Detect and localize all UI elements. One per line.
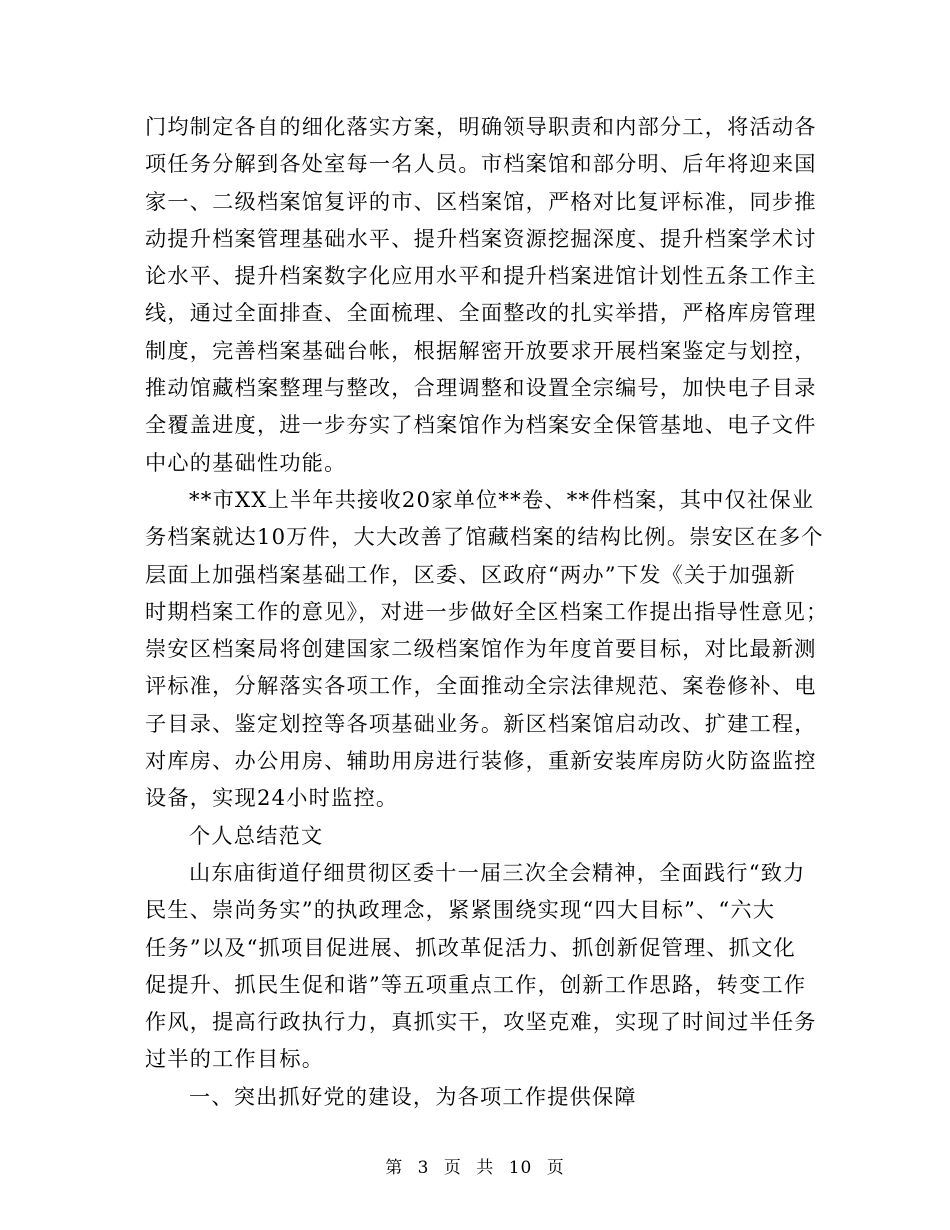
text-line: 任务”以及“抓项目促进展、抓改革促活力、抓创新促管理、抓文化: [145, 934, 796, 960]
current-page-number: 3: [417, 1158, 430, 1178]
text-line: 全覆盖进度，进一步夯实了档案馆作为档案安全保管基地、电子文件: [145, 412, 817, 438]
text-line: 子目录、鉴定划控等各项基础业务。新区档案馆启动改、扩建工程，: [145, 710, 817, 736]
section-title: 个人总结范文: [189, 822, 324, 848]
text-line: 过半的工作目标。: [145, 1046, 325, 1072]
text-line: 制度，完善档案基础台帐，根据解密开放要求开展档案鉴定与划控，: [145, 337, 817, 363]
text-line: 门均制定各自的细化落实方案，明确领导职责和内部分工，将活动各: [145, 114, 817, 139]
text-line: 评标准，分解落实各项工作，全面推动全宗法律规范、案卷修补、电: [145, 673, 817, 699]
text-line: 作风，提高行政执行力，真抓实干，攻坚克难，实现了时间过半任务: [145, 1009, 817, 1035]
text-line: 促提升、抓民生促和谐”等五项重点工作，创新工作思路，转变工作: [145, 971, 807, 997]
text-line: 务档案就达10万件，大大改善了馆藏档案的结构比例。崇安区在多个: [145, 524, 824, 550]
footer-page-word: 页: [443, 1158, 462, 1178]
text-line: 论水平、提升档案数字化应用水平和提升档案进馆计划性五条工作主: [145, 263, 817, 289]
text-line: 民生、崇尚务实”的执政理念，紧紧围绕实现“四大目标”、“六大: [145, 897, 776, 923]
document-body: [145, 108, 829, 1115]
text-line: 线，通过全面排查、全面梳理、全面整改的扎实举措，严格库房管理: [145, 300, 817, 326]
paragraph-3: [145, 854, 817, 1078]
text-line: 层面上加强档案基础工作，区委、区政府“两办”下发《关于加强新: [145, 561, 796, 587]
footer-prefix: 第: [385, 1158, 404, 1178]
text-line: 山东庙街道仔细贯彻区委十一届三次全会精神，全面践行“致力: [189, 859, 806, 885]
text-line: 家一、二级档案馆复评的市、区档案馆，严格对比复评标准，同步推: [145, 188, 817, 214]
text-line: 时期档案工作的意见》，对进一步做好全区档案工作提出指导性意见；: [145, 598, 829, 624]
text-line: 中心的基础性功能。: [145, 449, 347, 475]
text-line: 对库房、办公用房、辅助用房进行装修，重新安装库房防火防盗监控: [145, 748, 817, 774]
footer-total-prefix: 共: [476, 1158, 495, 1178]
total-pages-number: 10: [508, 1158, 533, 1178]
text-line: 动提升档案管理基础水平、提升档案资源挖掘深度、提升档案学术讨: [145, 225, 817, 251]
text-line: 推动馆藏档案整理与整改，合理调整和设置全宗编号，加快电子目录: [145, 375, 817, 401]
text-line: 项任务分解到各处室每一名人员。市档案馆和部分明、后年将迎来国: [145, 151, 817, 177]
text-line: 崇安区档案局将创建国家二级档案馆作为年度首要目标，对比最新测: [145, 636, 817, 662]
text-line: 设备，实现24小时监控。: [145, 785, 399, 811]
paragraph-2: [145, 481, 829, 817]
paragraph-1: [145, 108, 817, 481]
text-line: **市XX上半年共接收20家单位**卷、**件档案，其中仅社保业: [189, 486, 815, 512]
page-footer: [0, 1153, 950, 1178]
section-heading: 一、突出抓好党的建设，为各项工作提供保障: [189, 1083, 637, 1109]
footer-suffix: 页: [546, 1158, 565, 1178]
